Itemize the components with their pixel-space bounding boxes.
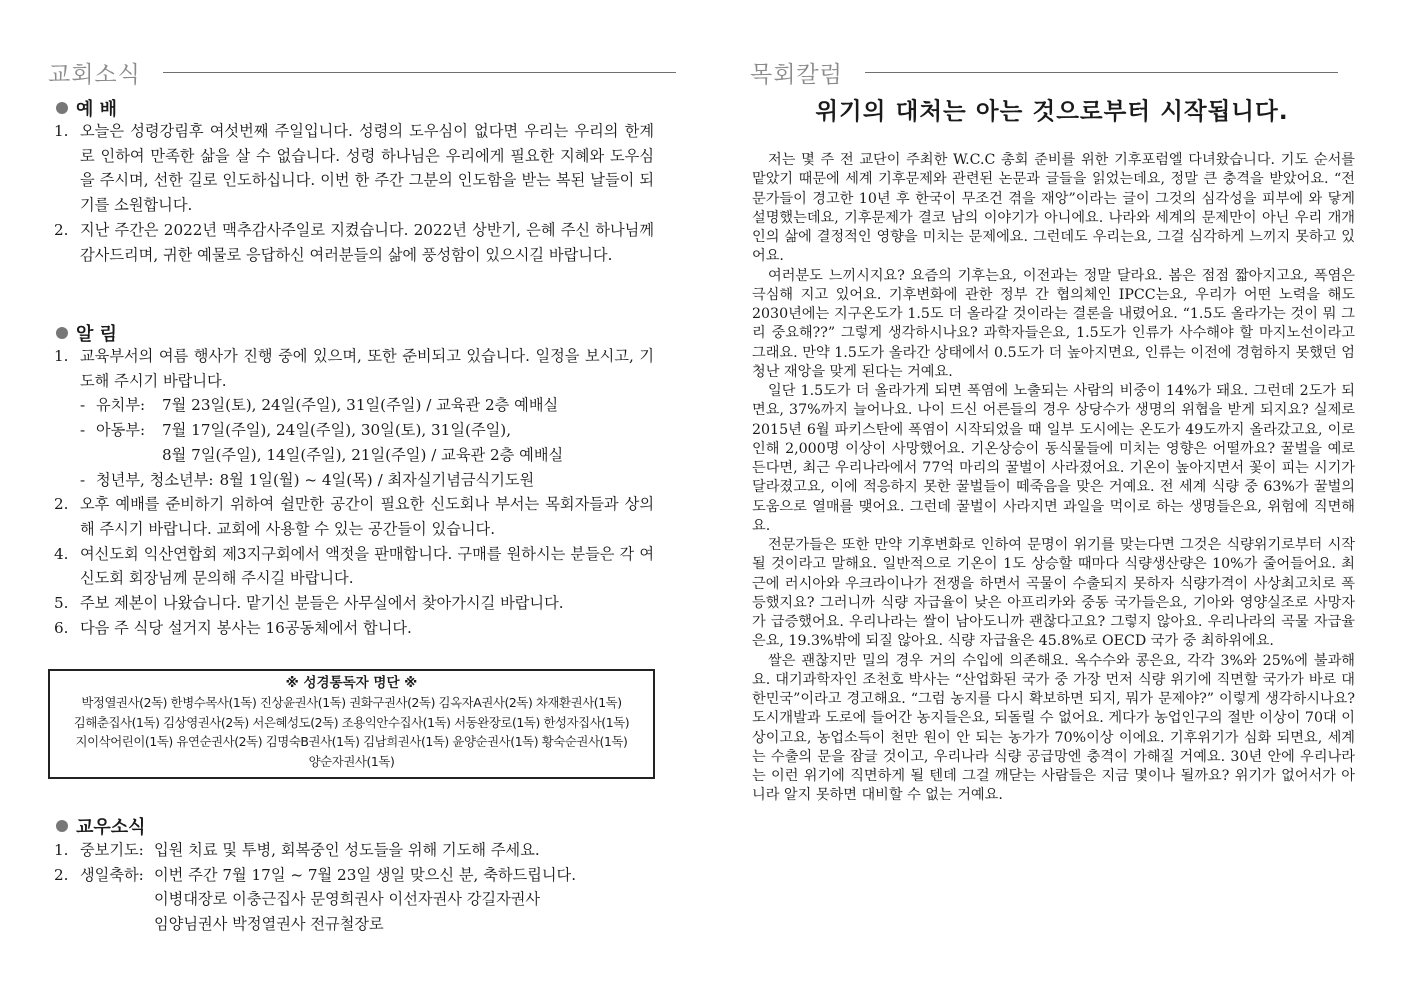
item-text: 다음 주 식당 설거지 봉사는 16공동체에서 합니다. [80, 618, 412, 637]
notices-heading [56, 320, 117, 346]
item-number: 1. [54, 841, 69, 859]
members-list [54, 838, 654, 937]
schedule-details [54, 393, 654, 492]
list-item [54, 218, 654, 267]
pastor-column-rule [865, 72, 1338, 73]
item-text: 이번 주간 7월 17일 ~ 7월 23일 생일 맞으신 분, 축하드립니다. [154, 865, 577, 884]
item-number: 2. [54, 495, 69, 514]
column-paragraph: 여러분도 느끼시지요? 요즘의 기후는요, 이전과는 정말 달라요. 봄은 점점 짧아지고요, 폭염은 극심해 지고 있어요. 기후변화에 관한 정부 간 협의체인 IPCC는요, 우리가 어떤 노력을 해도 2030년에는 지구온도가 1.5도 더 올라갈 것이라는 결론을 내렸어요. “1.5도 올라가는 것이 뭐 그리 중요해??” 그렇게 생각하시나요? 과학자들은요, 1.5도가 인류가 사수해야 할 마지노선이라고 그래요. 만약 1.5도가 올라간 상태에서 0.5도가 더 높아지면요, 인류는 이전에 경험하지 못했던 엄청난 재앙을 맞게 된다는 거예요. [752, 267, 1355, 380]
church-news-title: 교회소식 [48, 62, 141, 88]
item-number: 4. [54, 544, 69, 563]
item-number: 5. [54, 594, 69, 613]
schedule-label [96, 443, 162, 468]
item-label: 생일축하: [80, 865, 144, 884]
list-item [54, 838, 654, 863]
column-paragraph: 일단 1.5도가 더 올라가게 되면 폭염에 노출되는 사람의 비중이 14%가 돼요. 그런데 2도가 되면요, 37%까지 늘어나요. 나이 드신 어른들의 경우 상당수가 생명의 위협을 받게 되지요? 실제로 2015년 6월 파키스탄에 폭염이 시작되었을 때 일부 도시에는 온도가 49도까지 올라갔고요, 이로 인해 2,000명 이상이 사망했어요. 기온상승이 동식물들에 미치는 영향은 어떨까요? 꿀벌을 예로 든다면, 최근 우리나라에서 77억 마리의 꿀벌이 사라졌어요. 기온이 높아지면서 꽃이 피는 시기가 달라졌고요, 이에 적응하지 못한 꿀벌들이 떼죽음을 맞은 거예요. 전 세계 식량 중 63%가 꿀벌의 도움으로 열매를 맺어요. 그런데 꿀벌이 사라지면 과일을 먹이로 하는 생명들은요, 위험에 직면해요. [752, 383, 1355, 534]
column-body [752, 151, 1355, 806]
item-number: 2. [54, 220, 69, 239]
item-number: 2. [54, 865, 69, 884]
column-paragraph: 쌀은 괜찮지만 밀의 경우 거의 수입에 의존해요. 옥수수와 콩은요, 각각 3%와 25%에 불과해요. 대기과학자인 조천호 박사는 “산업화된 국가 중 가장 먼저 식량 위기에 직면할 국가가 바로 대한민국”이라고 경고해요. “그럼 농지를 다시 확보하면 되지, 뭐가 문제야?” 이렇게 생각하시나요? 도시개발과 도로에 들어간 농지들은요, 되돌릴 수 없어요. 게다가 농업인구의 절반 이상이 70대 이상이고요, 농업소득이 천만 원이 안 되는 농가가 70%이상 이에요. 기후위기가 심화 되면요, 세계는 수출의 문을 잠글 것이고, 우리나라 식량 공급망엔 충격이 가해질 거예요. 30년 안에 우리나라는 이런 위기에 직면하게 될 텐데 그걸 깨닫는 사람들은 지금 몇이나 될까요? 위기가 없어서가 아니라 알지 못하면 대비할 수 없는 거예요. [752, 652, 1355, 804]
schedule-row: - 아동부: 7월 17일(주일), 24일(주일), 30일(토), 31일(주일), [80, 418, 654, 443]
bullet-icon [56, 327, 68, 339]
schedule-row: - 청년부, 청소년부: 8월 1일(월) ~ 4일(목) / 최자실기념금식기도원 [80, 468, 654, 493]
worship-list [54, 119, 654, 267]
birthday-line: 이병대장로 이충근집사 문영희권사 이선자권사 강길자권사 [154, 890, 541, 909]
item-number: 6. [54, 618, 69, 637]
worship-heading-text: 예 배 [76, 99, 118, 120]
members-heading-text: 교우소식 [76, 817, 146, 838]
list-item [54, 492, 654, 541]
birthday-line: 임양님권사 박정열권사 전규철장로 [154, 915, 384, 934]
schedule-row: - 유치부: 7월 23일(토), 24일(주일), 31일(주일) / 교육관 2층 예배실 [80, 393, 654, 418]
bible-readers-line: 김해춘집사(1독) 김상영권사(2독) 서은혜성도(2독) 조용익안수집사(1독) 서동완장로(1독) 한성자집사(1독) [73, 714, 630, 730]
bible-readers-line: 지이삭어린이(1독) 유연순권사(2독) 김명숙B권사(1독) 김남희권사(1독) 윤양순권사(1독) 황숙순권사(1독) [75, 734, 628, 750]
list-item [54, 119, 654, 218]
item-number: 1. [54, 122, 69, 140]
list-item [54, 591, 654, 616]
bible-readers-box [48, 669, 655, 779]
column-title: 위기의 대처는 아는 것으로부터 시작됩니다. [815, 97, 1289, 125]
column-paragraph: 저는 몇 주 전 교단이 주최한 W.C.C 총회 준비를 위한 기후포럼엘 다녀왔습니다. 기도 순서를 맡았기 때문에 세계 기후문제와 관련된 논문과 글들을 읽었는데요, 정말 큰 충격을 받았어요. “전문가들이 경고한 10년 후 한국이 무조건 겪을 재앙”이라는 글이 그것의 심각성을 피부에 와 닿게 설명했는데요, 기후문제가 결코 남의 이야기가 아니에요. 나라와 세계의 문제만이 아닌 우리 개개인의 삶에 결정적인 영향을 미치는 문제에요. 그런데도 우리는요, 그걸 심각하게 느끼지 못하고 있어요. [752, 152, 1355, 265]
pastor-column-header [750, 56, 1338, 89]
members-heading [56, 813, 146, 839]
item-text: 지난 주간은 2022년 맥추감사주일로 지켰습니다. 2022년 상반기, 은혜 주신 하나님께 감사드리며, 귀한 예물로 응답하신 여러분들의 삶에 풍성함이 있으시길 바랍니다. [80, 220, 654, 264]
schedule-text: 7월 23일(토), 24일(주일), 31일(주일) / 교육관 2층 예배실 [162, 396, 559, 415]
item-text: 주보 제본이 나왔습니다. 맡기신 분들은 사무실에서 찾아가시길 바랍니다. [80, 594, 564, 613]
item-text: 입원 치료 및 투병, 회복중인 성도들을 위해 기도해 주세요. [154, 841, 540, 859]
schedule-text: 7월 17일(주일), 24일(주일), 30일(토), 31일(주일), [162, 421, 512, 440]
item-text: 오늘은 성령강림후 여섯번째 주일입니다. 성령의 도우심이 없다면 우리는 우리의 한계로 인하여 만족한 삶을 살 수 없습니다. 성령 하나님은 우리에게 필요한 지혜와 도우심을 주시며, 선한 길로 인도하십니다. 이번 한 주간 그분의 인도함을 받는 복된 날들이 되기를 소원합니다. [80, 122, 654, 215]
church-news-rule [163, 72, 676, 73]
schedule-text: 8월 7일(주일), 14일(주일), 21일(주일) / 교육관 2층 예배실 [162, 445, 564, 464]
bible-readers-line: 박정열권사(2독) 한병수목사(1독) 진상윤권사(1독) 권화구권사(2독) 김옥자A권사(2독) 차재환권사(1독) [81, 695, 622, 711]
bullet-icon [56, 820, 68, 832]
church-news-header [48, 56, 676, 89]
list-item [54, 542, 654, 591]
worship-heading [56, 95, 117, 121]
item-label: 중보기도: [80, 841, 144, 859]
schedule-text: 8월 1일(월) ~ 4일(목) / 최자실기념금식기도원 [219, 470, 535, 489]
bullet-icon [56, 102, 68, 114]
bible-readers-line: 양순자권사(1독) [308, 753, 395, 769]
notices-list [54, 344, 654, 640]
item-text: 오후 예배를 준비하기 위하여 쉴만한 공간이 필요한 신도회나 부서는 목회자들과 상의해 주시기 바랍니다. 교회에 사용할 수 있는 공간들이 있습니다. [80, 495, 654, 538]
column-paragraph: 전문가들은 또한 만약 기후변화로 인하여 문명이 위기를 맞는다면 그것은 식량위기로부터 시작될 것이라고 말해요. 일반적으로 기온이 1도 상승할 때마다 식량생산량은 10%가 줄어들어요. 최근에 러시아와 우크라이나가 전쟁을 하면서 곡물이 수출되지 못하자 식량가격이 사상최고치로 폭등했지요? 그러니까 식량 자급율이 낮은 아프리카와 중동 국가들은요, 기아와 영양실조로 사망자가 급증했어요. 우리나라는 쌀이 남아도니까 괜찮다고요? 그렇지 않아요. 우리나라의 곡물 자급율은요, 19.3%밖에 되질 않아요. 식량 자급율은 45.8%로 OECD 국가 중 최하위에요. [752, 537, 1355, 650]
schedule-label: 아동부: [96, 421, 146, 440]
list-item [54, 344, 654, 393]
birthday-names [54, 887, 654, 936]
schedule-label: 유치부: [96, 396, 146, 415]
item-number: 1. [54, 347, 69, 365]
schedule-label: 청년부, 청소년부: [96, 470, 214, 489]
schedule-row [80, 443, 654, 468]
item-text: 여신도회 익산연합회 제3지구회에서 액젓을 판매합니다. 구매를 원하시는 분들은 각 여신도회 회장님께 문의해 주시길 바랍니다. [80, 544, 654, 588]
pastor-column-section-title: 목회칼럼 [750, 62, 843, 88]
item-text: 교육부서의 여름 행사가 진행 중에 있으며, 또한 준비되고 있습니다. 일정을 보시고, 기도해 주시기 바랍니다. [80, 347, 654, 390]
list-item [54, 863, 654, 888]
notices-heading-text: 알 림 [76, 324, 118, 345]
list-item [54, 616, 654, 641]
bible-readers-title: ※ 성경통독자 명단 ※ [285, 675, 418, 691]
